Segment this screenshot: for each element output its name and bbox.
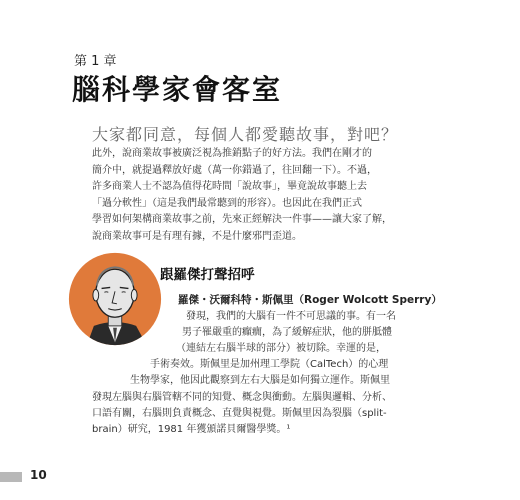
bio-line: 生物學家，他因此觀察到左右大腦是如何獨立運作。斯佩里 [130,375,390,386]
intro-line: 說商業故事可是有理有據，不是什麼邪門歪道。 [92,230,302,242]
chapter-label: 第 1 章 [74,54,117,69]
portrait-illustration [67,251,163,347]
bio-line: 手術奏效。斯佩里是加州理工學院（CalTech）的心理 [150,359,389,370]
intro-line: 學習如何架構商業故事之前，先來正經解決一件事——讓大家了解， [92,214,392,225]
intro-line: 簡介中，就提過釋放好處（萬一你錯過了，往回翻一下）。不過， [92,164,377,176]
person-name: 羅傑・沃爾科特・斯佩里（Roger Wolcott Sperry） [178,294,442,306]
page-marker-bar [0,472,22,482]
bio-line: brain）研究，1981 年獲頒諾貝爾醫學獎。¹ [92,424,291,435]
sidebar-heading: 跟羅傑打聲招呼 [160,267,255,283]
bio-line: 男子罹嚴重的癲癇，為了緩解症狀，他的胼胝體 [182,327,392,338]
bio-line: 發現，我們的大腦有一件不可思議的事。有一名 [186,311,396,322]
intro-paragraph [92,146,432,245]
bio-line: 口語有關，右腦則負責概念、直覺與視覺。斯佩里因為裂腦（split- [92,408,387,419]
intro-line: 此外，說商業故事被廣泛視為推銷點子的好方法。我們在剛才的 [92,148,372,159]
chapter-title: 腦科學家會客室 [72,73,283,106]
bio-line: （連結左右腦半球的部分）被切除。幸運的是， [176,343,386,354]
bio-line: 發現左腦與右腦管轄不同的知覺、概念與衝動。左腦與邏輯、分析、 [92,392,392,403]
intro-line: 「過分軟性」（這是我們最常聽到的形容）。也因此在我們正式 [92,197,362,209]
lead-question: 大家都同意，每個人都愛聽故事，對吧？ [92,125,399,144]
page-number: 10 [30,468,47,482]
intro-line: 許多商業人士不認為值得花時間「說故事」，畢竟說故事聽上去 [92,181,367,192]
